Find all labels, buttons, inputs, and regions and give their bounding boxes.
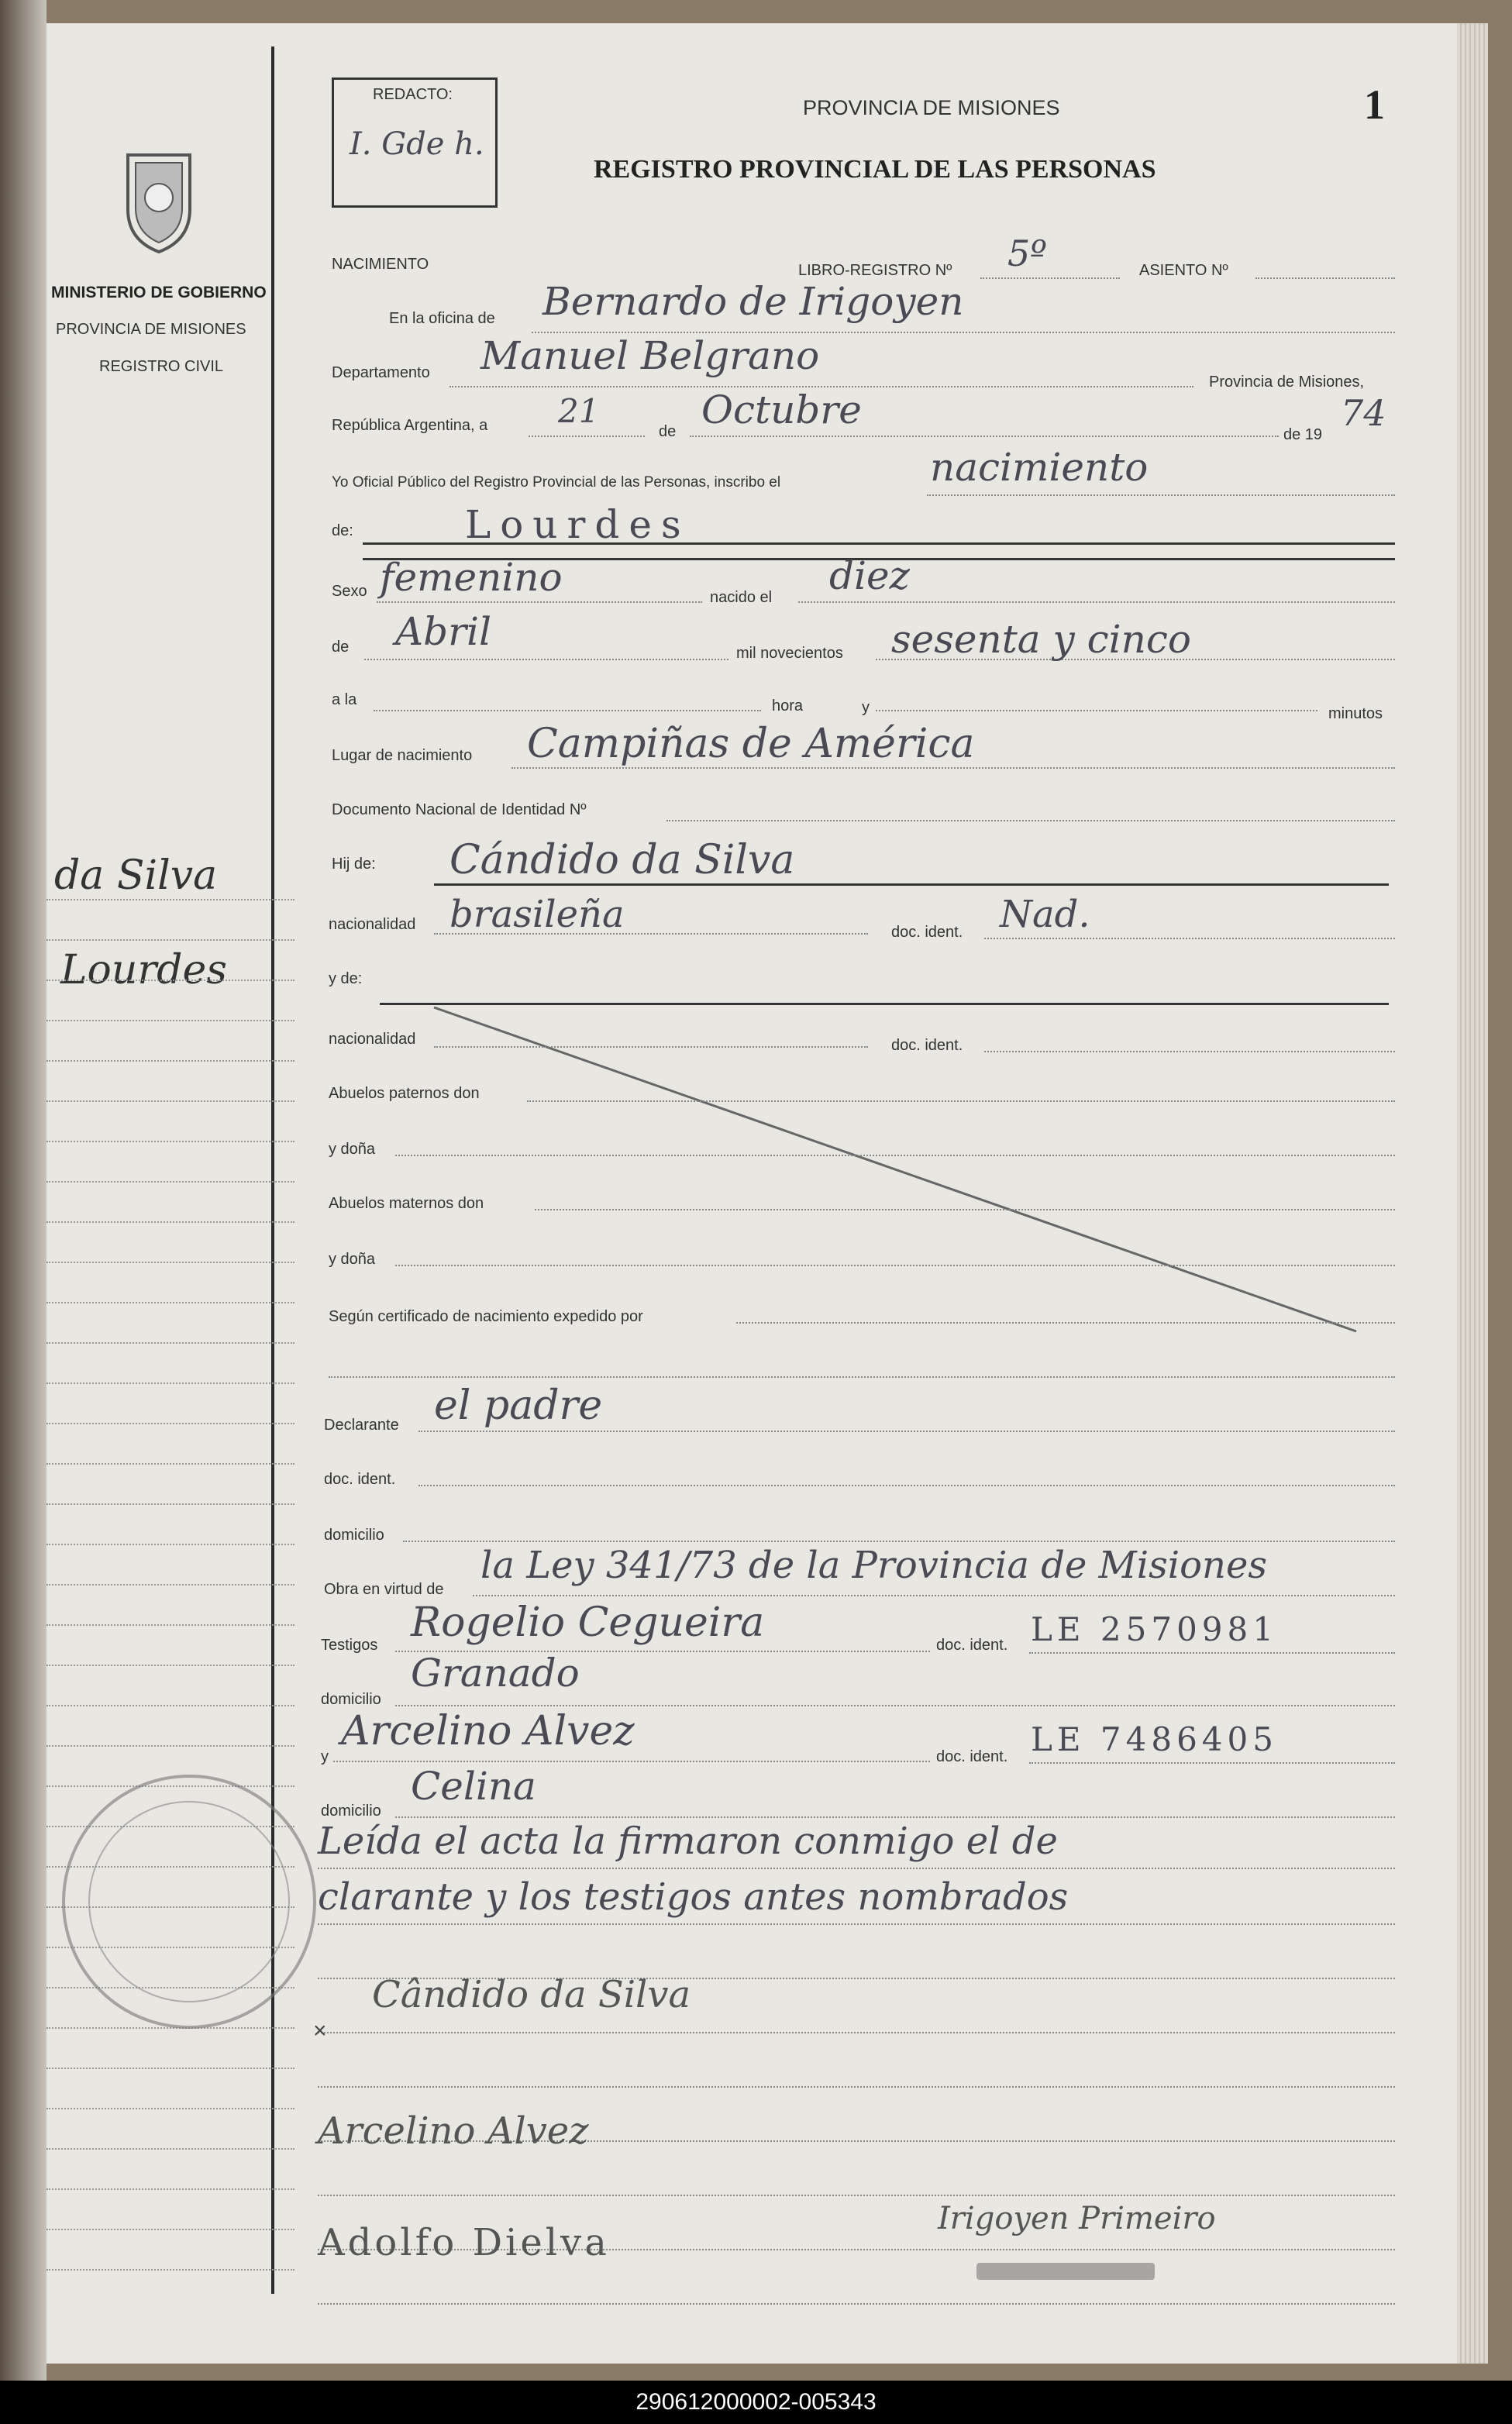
declarante-label: Declarante	[324, 1417, 399, 1434]
republica-label: República Argentina, a	[332, 417, 488, 434]
domicilio2-value: Granado	[411, 1651, 580, 1696]
domicilio3-value: Celina	[411, 1764, 536, 1809]
signature-official: Irigoyen Primeiro	[938, 2201, 1216, 2236]
day-value: 21	[558, 392, 600, 430]
signature-rule-line	[318, 2032, 1395, 2033]
departamento-label: Departamento	[332, 364, 430, 381]
document-id-footer: 290612000002-005343	[0, 2381, 1512, 2424]
signature-rule-line	[318, 2086, 1395, 2088]
page-number: 1	[1364, 81, 1385, 128]
signature-testigo-1: Adolfo Dielva	[318, 2221, 610, 2264]
de-persona-label: de:	[332, 522, 353, 539]
y-dona-label: y doña	[329, 1141, 376, 1158]
redacto-value: I. Gde h.	[350, 126, 484, 162]
signature-mark-x: ×	[313, 2018, 327, 2044]
doc-ident-value: Nad.	[1000, 893, 1090, 936]
obra-label: Obra en virtud de	[324, 1581, 444, 1598]
nacionalidad-value: brasileña	[449, 893, 625, 936]
y2-label: y	[321, 1748, 329, 1765]
yo-oficial-value: nacimiento	[930, 445, 1149, 490]
doc-ident-label: doc. ident.	[891, 924, 963, 941]
de2-label: de	[332, 639, 350, 656]
oficina-label: En la oficina de	[389, 310, 495, 327]
y-label: y	[862, 699, 870, 716]
mes-nac-value: Abril	[395, 609, 491, 654]
obra-value: la Ley 341/73 de la Provincia de Misiones	[480, 1544, 1267, 1587]
departamento-value: Manuel Belgrano	[480, 333, 820, 378]
abuelos-maternos-label: Abuelos maternos don	[329, 1195, 484, 1212]
nacionalidad-label: nacionalidad	[329, 916, 416, 933]
hijo-label: Hij de:	[332, 856, 376, 873]
left-registry: REGISTRO CIVIL	[99, 358, 224, 375]
y-de-label: y de:	[329, 970, 363, 987]
ministry-name: MINISTERIO DE GOBIERNO	[51, 284, 267, 301]
signature-rule-line	[318, 2303, 1395, 2305]
year-label: de 19	[1283, 426, 1323, 443]
nacimiento-label: NACIMIENTO	[332, 256, 429, 273]
declarante-value: el padre	[434, 1382, 603, 1429]
month-value: Octubre	[701, 387, 862, 432]
signature-declarante: Cândido da Silva	[372, 1973, 691, 2016]
sexo-label: Sexo	[332, 583, 367, 600]
hijo-value: Cándido da Silva	[449, 837, 795, 883]
mil-label: mil novecientos	[736, 645, 843, 662]
doc-ident4-label: doc. ident.	[936, 1637, 1008, 1654]
doc-ident5-label: doc. ident.	[936, 1748, 1008, 1765]
signature-testigo-2: Arcelino Alvez	[318, 2109, 589, 2153]
libro-registro-value: 5º	[1007, 232, 1047, 274]
doc-ident3-label: doc. ident.	[324, 1471, 396, 1488]
nacido-value: diez	[829, 553, 910, 598]
domicilio2-label: domicilio	[321, 1691, 381, 1708]
sexo-value: femenino	[380, 555, 563, 600]
asiento-label: ASIENTO Nº	[1139, 262, 1228, 279]
signature-rule-line	[318, 2195, 1395, 2196]
provincia-label: Provincia de Misiones,	[1209, 374, 1365, 391]
testigo1-value: Rogelio Cegueira	[411, 1599, 765, 1646]
mil-value: sesenta y cinco	[891, 617, 1191, 662]
closing-line-2: clarante y los testigos antes nombrados	[318, 1875, 1069, 1919]
a-la-label: a la	[332, 691, 357, 708]
yo-oficial-label: Yo Oficial Público del Registro Provincial de las Personas, inscribo el	[332, 474, 781, 491]
y-dona2-label: y doña	[329, 1251, 376, 1268]
province-line: PROVINCIA DE MISIONES	[803, 96, 1060, 119]
testigo2-value: Arcelino Alvez	[341, 1708, 635, 1754]
abuelos-paternos-label: Abuelos paternos don	[329, 1085, 480, 1102]
year-value: 74	[1341, 392, 1386, 434]
redacto-label: REDACTO:	[373, 86, 453, 103]
testigo1-doc: LE 2570981	[1031, 1610, 1278, 1648]
nacido-label: nacido el	[710, 589, 773, 606]
oficina-value: Bernardo de Irigoyen	[542, 279, 964, 324]
persona-value: Lourdes	[465, 502, 691, 547]
hora-label: hora	[772, 697, 804, 714]
libro-registro-label: LIBRO-REGISTRO Nº	[798, 262, 952, 279]
lugar-value: Campiñas de América	[527, 721, 975, 767]
de-label: de	[659, 423, 677, 440]
closing-line-1: Leída el acta la firmaron conmigo el de	[318, 1820, 1058, 1863]
lugar-label: Lugar de nacimiento	[332, 747, 473, 764]
domicilio3-label: domicilio	[321, 1803, 381, 1820]
nacionalidad2-label: nacionalidad	[329, 1031, 416, 1048]
margin-given-name: Lourdes	[60, 947, 227, 993]
doc-ident2-label: doc. ident.	[891, 1037, 963, 1054]
official-rubber-stamp	[976, 2263, 1155, 2280]
left-province: PROVINCIA DE MISIONES	[56, 321, 246, 338]
domicilio-label: domicilio	[324, 1527, 384, 1544]
page-title: REGISTRO PROVINCIAL DE LAS PERSONAS	[594, 155, 1156, 184]
margin-surname: da Silva	[54, 852, 218, 899]
minutos-label: minutos	[1328, 705, 1383, 722]
segun-label: Según certificado de nacimiento expedido por	[329, 1308, 643, 1325]
dni-label: Documento Nacional de Identidad Nº	[332, 801, 587, 818]
testigos-label: Testigos	[321, 1637, 378, 1654]
testigo2-doc: LE 7486405	[1031, 1720, 1278, 1758]
